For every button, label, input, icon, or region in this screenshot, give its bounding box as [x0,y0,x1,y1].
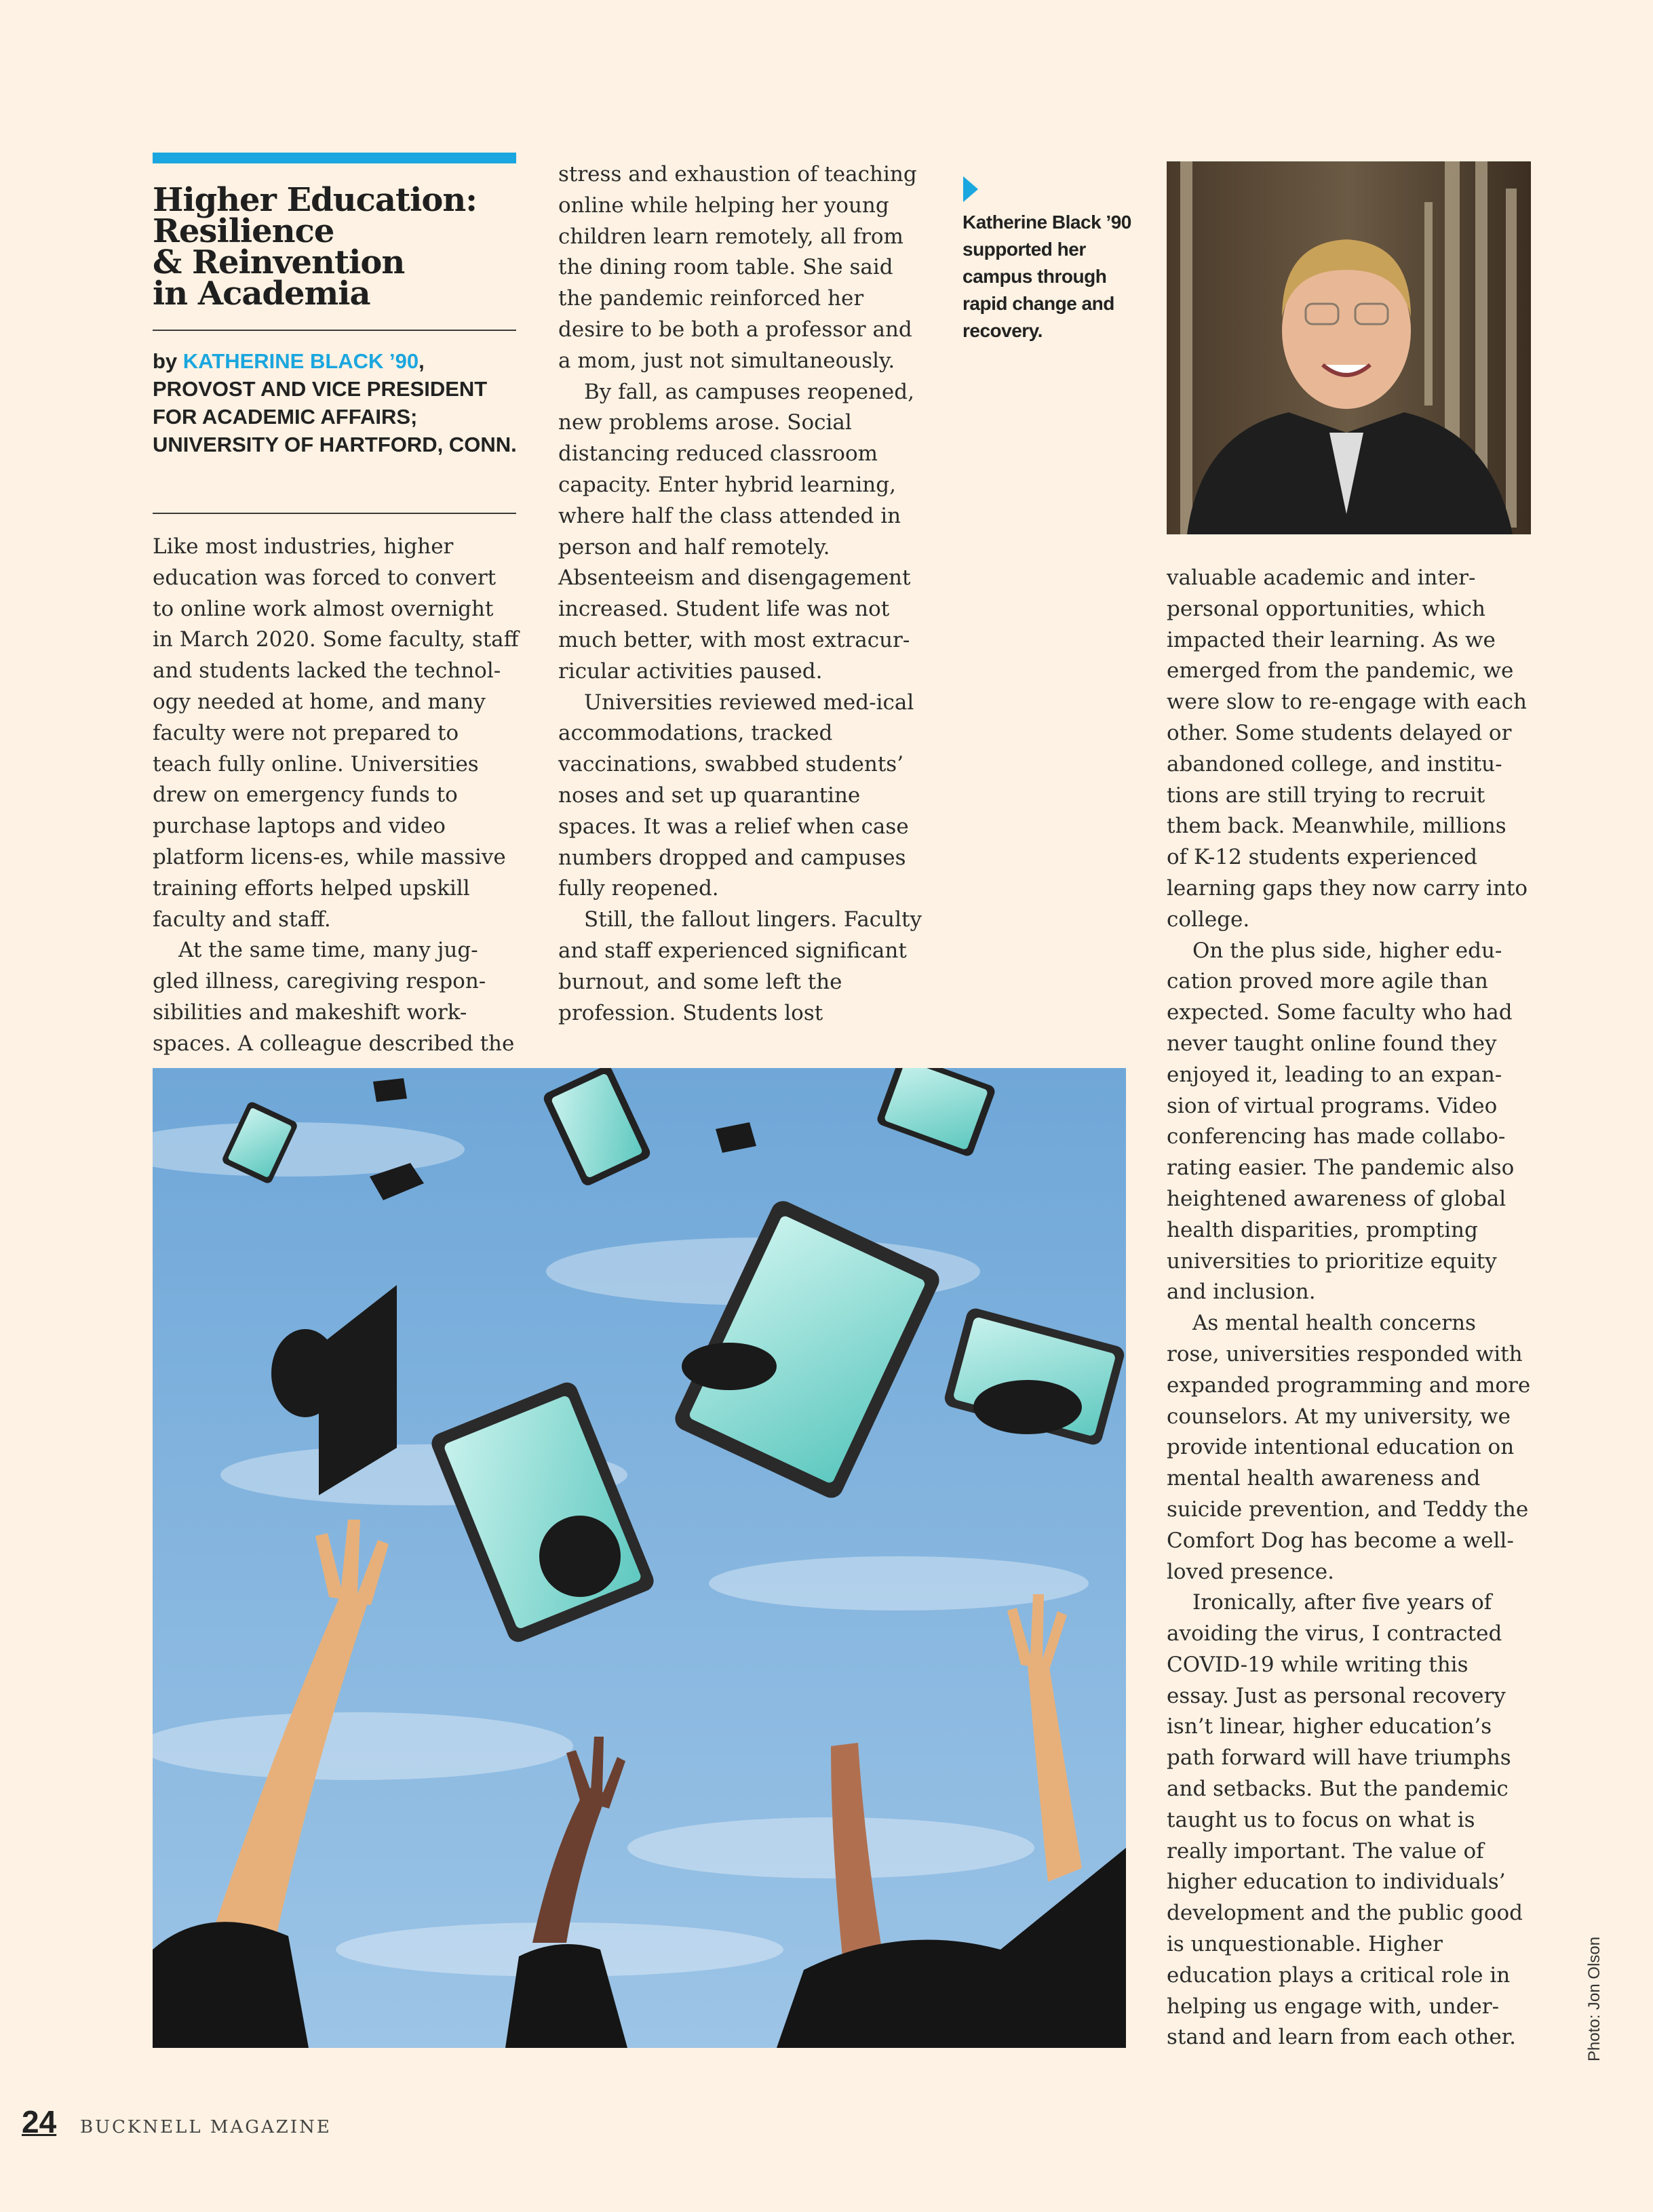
article-column-1 [153,532,519,1060]
title-accent-rule [153,153,516,163]
title-line: & Reinvention [153,243,405,281]
title-line: in Academia [153,275,370,313]
author-portrait [1167,161,1531,534]
title-divider [153,330,516,331]
paragraph: As mental health concerns rose, universities responded with expanded programming and more counselors. At my university, we provide intentional education on mental health awareness and suicide prevention, and Teddy the Comfort Dog has become a well-loved presence. [1167,1311,1531,1584]
magazine-name: BUCKNELL MAGAZINE [80,2117,332,2137]
article-column-2 [558,159,928,1029]
article-column-3 [1167,563,1533,2053]
photo-caption: Katherine Black ’90 supported her campus through rapid change and recovery. [962,212,1131,341]
paragraph: stress and exhaustion of teaching online while helping her young children learn remotely, all from the dining room table. She said the pandemic reinforced her desire to be both a professor and a mom, just not simultaneously. [558,162,917,373]
author-title: , PROVOST AND VICE PRESIDENT FOR ACADEMIC AFFAIRS; UNIVERSITY OF HARTFORD, CONN. [153,349,517,456]
caption-arrow-icon [963,176,978,202]
byline-by: by [153,349,183,373]
byline [153,347,519,458]
paragraph: Still, the fallout lingers. Faculty and staff experienced significant burnout, and some left the profession. Students lost [558,907,922,1025]
paragraph: By fall, as campuses reopened, new problems arose. Social distancing reduced classroom capacity. Enter hybrid learning, where half the class attended in person and half remotely. Absenteeism and disengagement increased. Student life was not much better, with most extracur-ricular activities paused. [558,379,914,684]
graduation-illustration [153,1068,1126,2048]
paragraph: Ironically, after five years of avoiding the virus, I contracted COVID-19 while writing this essay. Just as personal recovery isn’t linear, higher education’s path forward will have triumphs and setbacks. But the pandemic taught us to focus on what is really important. The value of higher education to individuals’ development and the public good is unquestionable. Higher education plays a critical role in helping us engage with, under-stand and learn from each other. [1167,1590,1523,2050]
photo-credit: Photo: Jon Olson [1585,1936,1603,2061]
byline-divider [153,513,516,514]
author-name: KATHERINE BLACK ’90 [182,349,419,373]
title-line: Higher Education: [153,181,477,219]
paragraph: Universities reviewed med-ical accommodations, tracked vaccinations, swabbed students’ noses and set up quarantine spaces. It was a relief when case numbers dropped and campuses fully reopened. [558,690,914,901]
paragraph: On the plus side, higher edu-cation proved more agile than expected. Some faculty who had never taught online found they enjoyed it, leading to an expan-sion of virtual programs. Video conferencing has made collabo-rating easier. The pandemic also heightened awareness of global health disparities, prompting universities to prioritize equity and inclusion. [1167,938,1515,1305]
paragraph: Like most industries, higher education was forced to convert to online work almost overnight in March 2020. Some faculty, staff and students lacked the technol-ogy needed at home, and many faculty were not prepared to teach fully online. Universities drew on emergency funds to purchase laptops and video platform licens-es, while massive training efforts helped upskill faculty and staff. [153,534,519,932]
page-number: 24 [22,2104,57,2139]
article-title [153,181,532,313]
title-line: Resilience [153,212,334,250]
paragraph: valuable academic and inter-personal opportunities, which impacted their learning. As we emerged from the pandemic, we were slow to re-engage with each other. Some students delayed or abandoned college, and institu-tions are still trying to recruit them back. Meanwhile, millions of K-12 students experienced learning gaps they now carry into college. [1167,566,1528,932]
paragraph: At the same time, many jug-gled illness, caregiving respon-sibilities and makeshift work-spaces. A colleague described the [153,938,515,1056]
